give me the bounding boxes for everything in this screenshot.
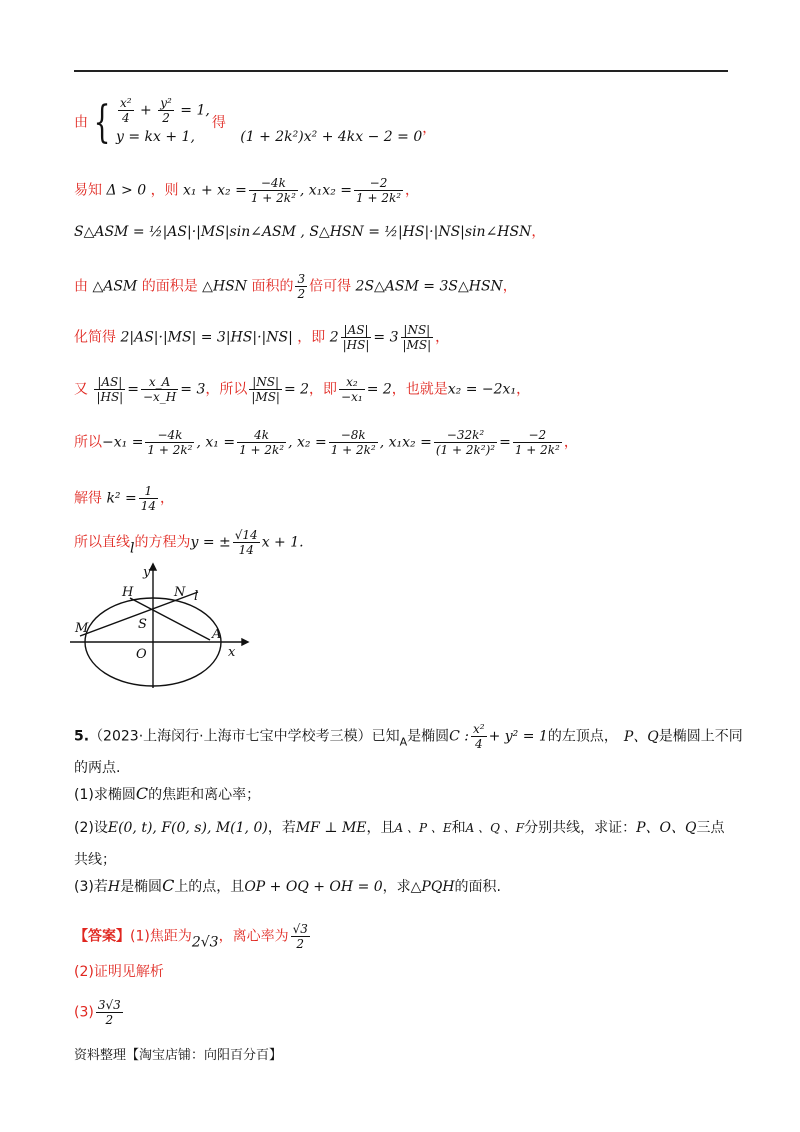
header-rule bbox=[74, 70, 728, 72]
a1-mid: ，离心率为 bbox=[218, 928, 289, 945]
x1x2: , x₁x₂ = bbox=[379, 434, 432, 451]
text-you: 由 bbox=[74, 114, 88, 131]
k-squared: k² = bbox=[106, 490, 137, 507]
label-n: N bbox=[174, 585, 186, 600]
answer-3 bbox=[74, 998, 125, 1027]
problem-5-line-1 bbox=[74, 722, 743, 753]
neg-x1: −x₁ = bbox=[102, 434, 144, 451]
q2-points: E(0, t), F(0, s), M(1, 0) bbox=[107, 820, 268, 836]
frac-a: $\frac{-4k}{\text{1 + 2k²}}$ bbox=[147, 428, 193, 457]
frac-sqrt3-2: $\frac{√3}{2}$ bbox=[292, 922, 308, 951]
frac-d: $\frac{\text{−32k²}}{\text{(1 + 2k²)²}}$ bbox=[435, 428, 496, 457]
text-ji: ，即 bbox=[297, 329, 326, 346]
text-is-ellipse: 是椭圆 bbox=[407, 728, 450, 745]
solution-line-5 bbox=[74, 323, 449, 352]
text-yizhi: 已知 bbox=[371, 728, 400, 745]
line-l-symbol: l bbox=[130, 540, 135, 557]
solution-line-3 bbox=[74, 222, 545, 242]
area-relation: 2S△ASM = 3S△HSN bbox=[355, 278, 503, 295]
frac-3-2: $\frac{3}{2}$ bbox=[297, 272, 306, 301]
q1-end: 的焦距和离心率； bbox=[148, 787, 261, 803]
q1-text: (1)求椭圆 bbox=[74, 787, 136, 803]
text-yizhi: 易知 bbox=[74, 182, 102, 199]
q2-set3: P、O、Q bbox=[636, 820, 697, 836]
text-area-is: 的面积是 bbox=[141, 278, 198, 295]
frac-c: $\frac{-8k}{\text{1 + 2k²}}$ bbox=[330, 428, 376, 457]
q3-vector-sum: OP + OQ + OH = 0 bbox=[244, 879, 383, 895]
solution-line-7 bbox=[74, 428, 578, 457]
comma: ， bbox=[516, 381, 531, 398]
comma: ， bbox=[502, 278, 517, 295]
solution-line-9 bbox=[74, 528, 304, 559]
solution-line-8 bbox=[74, 484, 174, 513]
x-plus-1: x + 1. bbox=[261, 534, 304, 551]
points-pq: P、Q bbox=[623, 728, 659, 745]
triangle-asm: △ASM bbox=[92, 278, 138, 295]
q3-find: ，求 bbox=[382, 879, 411, 895]
frac-b: $\frac{4k}{\text{1 + 2k²}}$ bbox=[239, 428, 285, 457]
y-axis-arrow bbox=[150, 564, 156, 570]
label-s: S bbox=[138, 617, 147, 632]
point-a: A bbox=[399, 735, 408, 749]
solution-line-4 bbox=[74, 272, 517, 301]
eq: = bbox=[127, 381, 139, 398]
problem-5-q3 bbox=[74, 876, 501, 897]
problem-5-line-2: 的两点. bbox=[74, 760, 121, 776]
comma: ， bbox=[422, 120, 437, 137]
label-a: A bbox=[212, 627, 222, 642]
text-different: 是椭圆上不同 bbox=[658, 728, 743, 745]
text-yejiushi: ，也就是 bbox=[391, 381, 448, 398]
ellipse-c-symbol: C bbox=[135, 784, 149, 803]
ellipse-eq: + y² = 1 bbox=[488, 728, 548, 745]
ellipse-figure bbox=[70, 562, 250, 692]
solution-line-6 bbox=[74, 375, 530, 404]
text-simplify: 化简得 bbox=[74, 329, 116, 346]
delta-positive: Δ > 0 bbox=[106, 182, 147, 199]
prod-roots: , x₁x₂ = bbox=[299, 182, 352, 199]
comma: ， bbox=[563, 434, 578, 451]
solution-line-2 bbox=[74, 176, 419, 205]
text-jiede: 解得 bbox=[74, 490, 102, 507]
comma: ， bbox=[160, 490, 175, 507]
frac-ns-ms: $\frac{|NS|}{|MS|}$ bbox=[402, 323, 432, 352]
q3-is-ellipse: 是椭圆 bbox=[120, 879, 163, 895]
q2-collinear: 分别共线，求证： bbox=[524, 820, 637, 836]
q3-pre: (3)若 bbox=[74, 879, 108, 895]
point-h: H bbox=[107, 879, 121, 895]
text-suoyi: 所以 bbox=[74, 434, 102, 451]
eq-3: = 3 bbox=[373, 329, 399, 346]
text-line-l: 所以直线 bbox=[74, 534, 130, 551]
y-eq: y = ± bbox=[190, 534, 231, 551]
q2-and: ，且 bbox=[366, 820, 395, 836]
problem-number: 5. bbox=[74, 728, 90, 745]
answer-2: (2)证明见解析 bbox=[74, 964, 164, 980]
q2-set2: A 、Q 、F bbox=[465, 821, 525, 835]
frac-sqrt14-14: $\frac{√14}{14}$ bbox=[234, 528, 258, 557]
answer-1 bbox=[74, 922, 312, 953]
q3-area: 的面积. bbox=[454, 879, 501, 895]
label-o: O bbox=[136, 647, 147, 662]
simplified-eq: 2|AS|·|MS| = 3|HS|·|NS| bbox=[120, 329, 293, 346]
text-ze: ，则 bbox=[150, 182, 179, 199]
frac-1-14: $\frac{1}{14}$ bbox=[140, 484, 157, 513]
text-left-vertex: 的左顶点， bbox=[547, 728, 618, 745]
comma: ， bbox=[435, 329, 450, 346]
text-ji: ，即 bbox=[309, 381, 338, 398]
text-you2: 又 bbox=[74, 381, 88, 398]
a3-pre: (3) bbox=[74, 1004, 94, 1021]
problem-5-q2-line-2: 共线； bbox=[74, 852, 116, 868]
q2-perpendicular: MF ⊥ ME bbox=[295, 820, 367, 836]
brace: { bbox=[93, 96, 111, 148]
frac-x2-4: $\frac{\text{x²}}{4}$ bbox=[120, 96, 132, 125]
label-m: M bbox=[75, 621, 89, 636]
footer-text: 资料整理【淘宝店铺：向阳百分百】 bbox=[74, 1048, 283, 1063]
frac-prod: $\frac{-2}{\text{1 + 2k²}}$ bbox=[356, 176, 402, 205]
comma: ， bbox=[531, 224, 546, 240]
quadratic-result: (1 + 2k²)x² + 4kx − 2 = 0 bbox=[240, 128, 423, 145]
text-times-get: 倍可得 bbox=[309, 278, 352, 295]
frac-3sqrt3-2: $\frac{3√3}{2}$ bbox=[97, 998, 121, 1027]
frac-sum: $\frac{-4k}{\text{1 + 2k²}}$ bbox=[250, 176, 296, 205]
comma: ， bbox=[405, 182, 420, 199]
eq-2b: = 2 bbox=[366, 381, 392, 398]
frac-y2-2: $\frac{\text{y²}}{2}$ bbox=[160, 96, 172, 125]
label-l: l bbox=[194, 589, 199, 604]
q3-point-and: 上的点，且 bbox=[174, 879, 245, 895]
ellipse-c-symbol: C bbox=[162, 876, 175, 895]
frac-x2-4: $\frac{\text{x²}}{4}$ bbox=[473, 722, 485, 751]
q2-set1: A 、P 、E bbox=[394, 821, 452, 835]
problem-5-q1 bbox=[74, 784, 260, 805]
problem-source: （2023·上海闵行·上海市七宝中学校考三模） bbox=[89, 728, 372, 745]
solution-line-1 bbox=[74, 96, 436, 149]
label-h: H bbox=[122, 585, 134, 600]
triangle-hsn: △HSN bbox=[202, 278, 247, 295]
label-x: x bbox=[228, 645, 236, 660]
q3-triangle: △PQH bbox=[410, 879, 455, 895]
x-axis-arrow bbox=[242, 639, 248, 645]
q2-pre: (2)设 bbox=[74, 820, 108, 836]
frac-x2-x1: $\frac{\text{x₂}}{\text{−x₁}}$ bbox=[341, 375, 363, 404]
frac-as-hs: $\frac{|AS|}{|HS|}$ bbox=[342, 323, 370, 352]
a1-pre: (1)焦距为 bbox=[130, 928, 192, 945]
text-you: 由 bbox=[74, 278, 88, 295]
eq-3: = 3 bbox=[180, 381, 206, 398]
text-area-of: 面积的 bbox=[251, 278, 294, 295]
ellipse-c-label: C : bbox=[449, 728, 470, 745]
answer-tag: 【答案】 bbox=[74, 928, 130, 945]
q2-three-points: 三点 bbox=[696, 820, 725, 836]
q2-he: 和 bbox=[451, 820, 466, 836]
a1-focal: 2√3 bbox=[191, 934, 219, 951]
frac-e: $\frac{-2}{\text{1 + 2k²}}$ bbox=[514, 428, 560, 457]
sum-roots: x₁ + x₂ = bbox=[183, 182, 247, 199]
eq1-rhs: = 1, bbox=[180, 102, 210, 119]
x2-relation: x₂ = −2x₁ bbox=[447, 381, 517, 398]
problem-5-q2 bbox=[74, 818, 724, 838]
frac-as-hs: $\frac{|AS|}{|HS|}$ bbox=[96, 375, 124, 404]
frac-ns-ms: $\frac{|NS|}{|MS|}$ bbox=[251, 375, 280, 404]
label-y: y bbox=[143, 565, 151, 580]
frac-xa-xh: $\frac{x\_A}{-x\_H}$ bbox=[142, 375, 177, 404]
coef-2: 2 bbox=[329, 329, 339, 346]
x2: , x₂ = bbox=[288, 434, 327, 451]
q2-if: ，若 bbox=[267, 820, 296, 836]
text-equation-is: 的方程为 bbox=[134, 534, 191, 551]
equation-system: $\frac{\text{x²}}{4}$ + $\frac{\text{y²}}{2}$ = 1, y = kx + 1, bbox=[116, 96, 210, 149]
eq: = bbox=[499, 434, 511, 451]
text-suoyi: ，所以 bbox=[205, 381, 248, 398]
text-de: 得 bbox=[211, 114, 226, 131]
area-formulas: S△ASM = ½|AS|·|MS|sin∠ASM , S△HSN = ½|HS|·|NS|sin∠HSN bbox=[74, 224, 532, 240]
eq-2: = 2 bbox=[283, 381, 310, 398]
x1: , x₁ = bbox=[196, 434, 236, 451]
eq2: y = kx + 1, bbox=[116, 129, 195, 145]
